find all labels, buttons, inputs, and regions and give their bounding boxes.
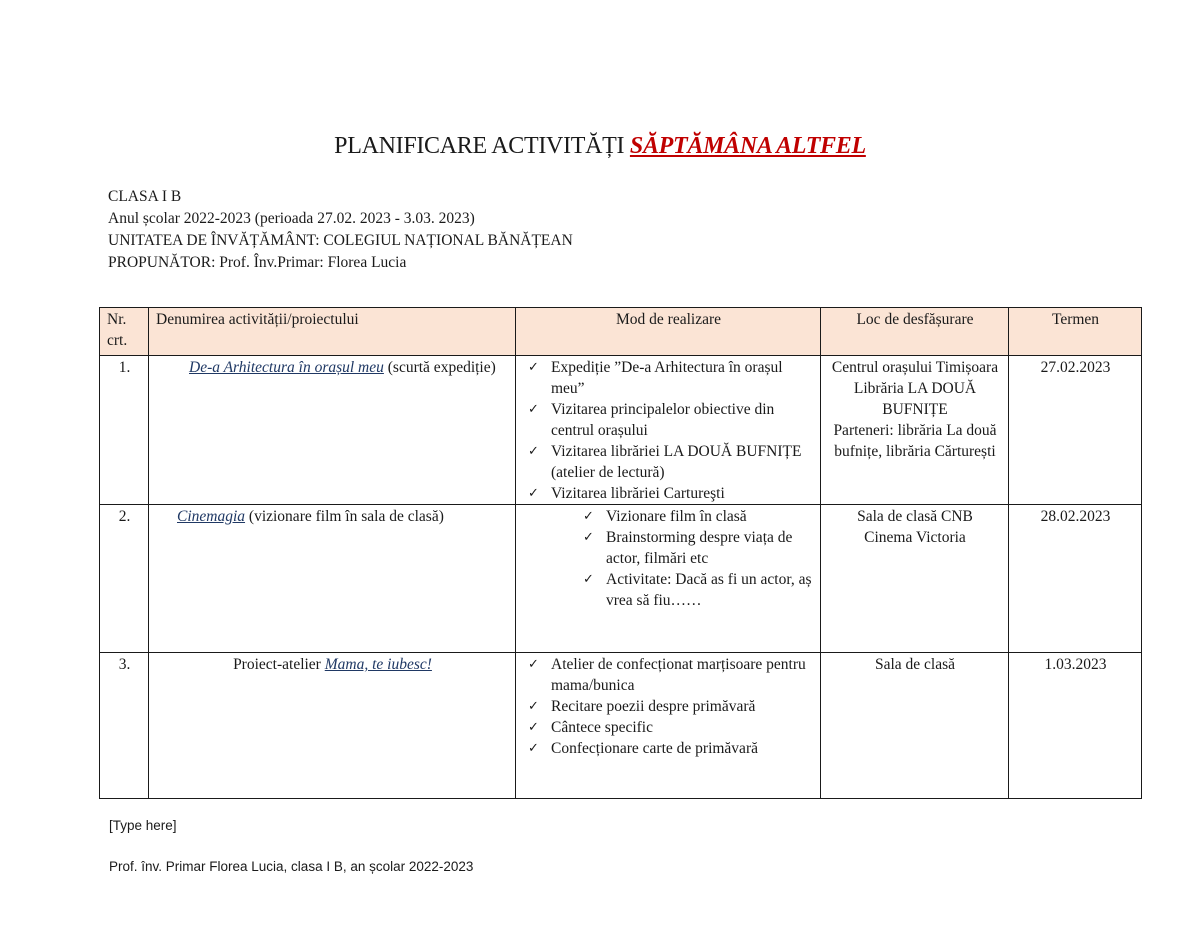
list-item: ✓ Vizitarea librăriei LA DOUĂ BUFNIȚE (atelier de lectură) [528, 443, 802, 481]
info-unit: UNITATEA DE ÎNVĂȚĂMÂNT: COLEGIUL NAȚIONAL BĂNĂȚEAN [108, 232, 573, 249]
header-activity-name: Denumirea activității/proiectului [149, 308, 516, 356]
footer-author: Prof. înv. Primar Florea Lucia, clasa I B, an școlar 2022-2023 [109, 859, 474, 874]
checkmark-icon: ✓ [528, 741, 539, 756]
list-item: ✓ Activitate: Dacă as fi un actor, aș vrea să fiu…… [583, 571, 812, 609]
header-term: Termen [1009, 308, 1142, 356]
checkmark-icon: ✓ [583, 572, 594, 587]
title-accent: SĂPTĂMÂNA ALTFEL [629, 133, 866, 159]
list-item: ✓ Expediție ”De-a Arhitectura în orașul meu” [528, 359, 783, 397]
list-item: ✓ Confecționare carte de primăvară [528, 740, 758, 757]
row-activity-name: Proiect-atelier Mama, te iubesc! [149, 653, 516, 799]
list-item: ✓ Vizitarea librăriei Cartureşti [528, 485, 725, 502]
row-mode [516, 356, 821, 505]
row-mode [516, 653, 821, 799]
row-nr: 2. [100, 505, 149, 653]
table-header-row [100, 308, 1142, 356]
list-item: ✓ Vizitarea principalelor obiective din centrul orașului [528, 401, 775, 439]
document-info [108, 186, 573, 274]
page-title [0, 133, 1200, 160]
checkmark-icon: ✓ [528, 360, 539, 375]
checkmark-icon: ✓ [528, 402, 539, 417]
header-nr: Nr. crt. [100, 308, 149, 356]
list-item: ✓ Recitare poezii despre primăvară [528, 698, 756, 715]
activity-link[interactable]: Cinemagia [177, 508, 246, 525]
title-main: PLANIFICARE ACTIVITĂȚI [334, 133, 630, 159]
row-mode [516, 505, 821, 653]
list-item: ✓ Atelier de confecționat marțisoare pentru mama/bunica [528, 656, 806, 694]
checkmark-icon: ✓ [528, 720, 539, 735]
activity-link[interactable]: Mama, te iubesc! [324, 656, 432, 673]
info-class: CLASA I B [108, 188, 182, 205]
list-item: ✓ Cântece specific [528, 719, 653, 736]
row-activity-name: Cinemagia (vizionare film în sala de clasă) [149, 505, 516, 653]
header-mode: Mod de realizare [516, 308, 821, 356]
row-nr: 1. [100, 356, 149, 505]
table-row [100, 356, 1142, 505]
checkmark-icon: ✓ [583, 509, 594, 524]
row-place: Sala de clasă [821, 653, 1009, 799]
row-activity-name: De-a Arhitectura în orașul meu (scurtă expediție) [149, 356, 516, 505]
info-school-year: Anul școlar 2022-2023 (perioada 27.02. 2023 - 3.03. 2023) [108, 210, 475, 227]
row-nr: 3. [100, 653, 149, 799]
checkmark-icon: ✓ [528, 486, 539, 501]
checkmark-icon: ✓ [528, 657, 539, 672]
row-term: 27.02.2023 [1009, 356, 1142, 505]
row-term: 28.02.2023 [1009, 505, 1142, 653]
info-proposer: PROPUNĂTOR: Prof. Înv.Primar: Florea Lucia [108, 254, 407, 271]
checkmark-icon: ✓ [583, 530, 594, 545]
checkmark-icon: ✓ [528, 699, 539, 714]
list-item: ✓ Vizionare film în clasă [583, 508, 747, 525]
table-row [100, 505, 1142, 653]
row-place: Sala de clasă CNB Cinema Victoria [821, 505, 1009, 653]
activities-table [99, 307, 1142, 799]
row-place: Centrul orașului Timișoara Librăria LA DOUĂ BUFNIȚE Parteneri: librăria La două bufnițe, librăria Cărturești [821, 356, 1009, 505]
row-term: 1.03.2023 [1009, 653, 1142, 799]
activity-link[interactable]: De-a Arhitectura în orașul meu [189, 359, 384, 376]
header-place: Loc de desfășurare [821, 308, 1009, 356]
checkmark-icon: ✓ [528, 444, 539, 459]
header-placeholder[interactable]: [Type here] [109, 818, 177, 833]
table-row [100, 653, 1142, 799]
list-item: ✓ Brainstorming despre viața de actor, filmări etc [583, 529, 793, 567]
